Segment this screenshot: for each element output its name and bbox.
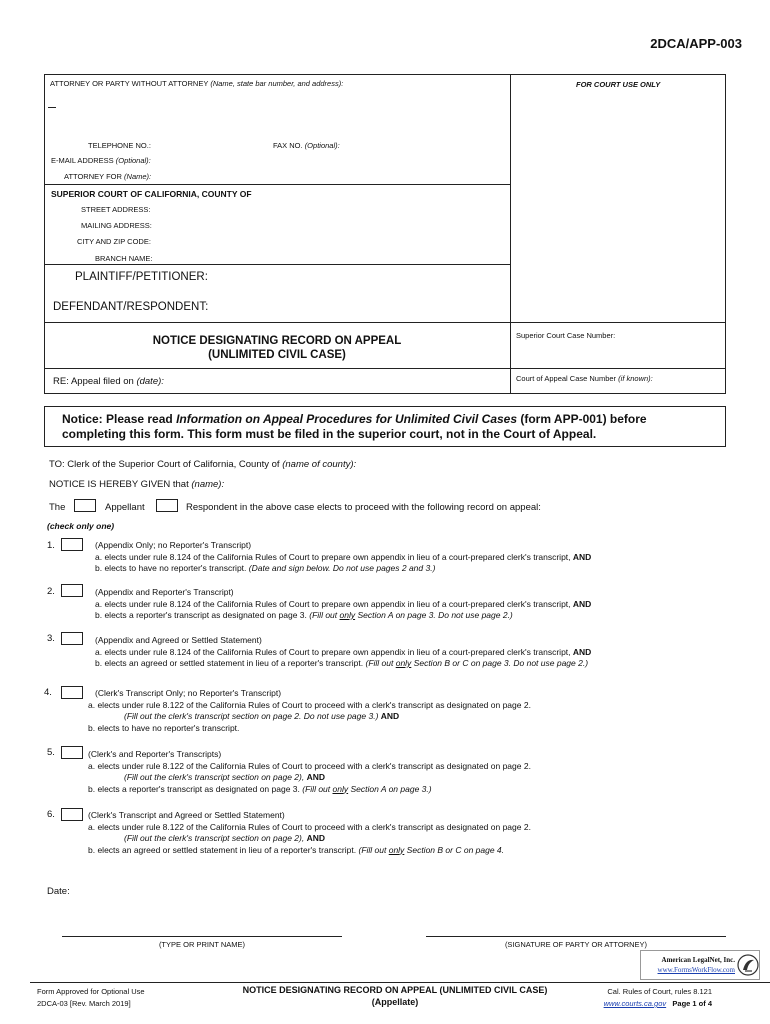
notice-line2: completing this form. This form must be filed in the superior court, not in the Court of Appeal. (62, 427, 597, 441)
footer-left (37, 986, 145, 1010)
date-label: Date: (47, 886, 70, 897)
option-1-num: 1. (47, 540, 55, 551)
courts-link[interactable]: www.courts.ca.gov (603, 999, 667, 1008)
check-only-one: (check only one) (47, 521, 115, 531)
option-2-a: a. elects under rule 8.124 of the California Rules of Court to prepare own appendix in lieu of a court-prepared clerk's transcript, AND (95, 598, 592, 609)
option-2-title: (Appendix and Reporter's Transcript) (95, 587, 234, 597)
option-6-title: (Clerk's Transcript and Agreed or Settled Statement) (88, 810, 285, 820)
respondent-checkbox[interactable] (156, 499, 178, 512)
fax-label: FAX NO. (Optional): (273, 141, 340, 150)
footer-rules: Cal. Rules of Court, rules 8.121 (607, 987, 712, 996)
legalnet-link[interactable]: www.FormsWorkFlow.com (657, 966, 735, 974)
form-id: 2DCA/APP-003 (650, 36, 742, 51)
form-title-line1: NOTICE DESIGNATING RECORD ON APPEAL (152, 335, 402, 347)
attorney-for-label: ATTORNEY FOR (Name): (64, 172, 152, 181)
the-label: The (49, 502, 66, 513)
appeal-case-label: Court of Appeal Case Number (if known): (516, 374, 653, 383)
option-6-num: 6. (47, 809, 55, 820)
hereby-given: NOTICE IS HEREBY GIVEN that (name): (49, 479, 225, 490)
option-4-num: 4. (44, 687, 52, 698)
rule-parties (44, 264, 510, 265)
option-5-checkbox[interactable] (61, 746, 83, 759)
option-4-title: (Clerk's Transcript Only; no Reporter's Transcript) (95, 688, 282, 698)
option-4-a2: (Fill out the clerk's transcript section on page 2. Do not use page 3.) AND (124, 711, 400, 721)
option-6-a2: (Fill out the clerk's transcript section on page 2), AND (124, 833, 325, 843)
street-label: STREET ADDRESS: (81, 205, 151, 214)
footer-title-line2: (Appellate) (371, 997, 419, 1007)
option-2 (95, 587, 591, 622)
option-4-a: a. elects under rule 8.122 of the California Rules of Court to proceed with a clerk's transcript as designated on page 2. (88, 699, 531, 710)
option-5-title: (Clerk's and Reporter's Transcripts) (88, 749, 222, 759)
court-title: SUPERIOR COURT OF CALIFORNIA, COUNTY OF (51, 189, 252, 199)
option-5-a2: (Fill out the clerk's transcript section on page 2), AND (124, 772, 325, 782)
attorney-input-dash (48, 107, 56, 108)
option-4-b: b. elects to have no reporter's transcript. (88, 722, 240, 733)
superior-case-label: Superior Court Case Number: (516, 331, 616, 340)
option-4-checkbox[interactable] (61, 686, 83, 699)
legalnet-name: American LegalNet, Inc. (661, 956, 735, 964)
option-3 (95, 635, 591, 670)
option-3-b: b. elects an agreed or settled statement in lieu of a reporter's transcript. (Fill out only Section B or C on page 3. Do not use page 2.) (95, 658, 589, 668)
legalnet-logo-icon (737, 953, 759, 982)
option-2-checkbox[interactable] (61, 584, 83, 597)
option-5-num: 5. (47, 747, 55, 758)
option-5 (88, 749, 531, 795)
option-2-num: 2. (47, 586, 55, 597)
footer-right (594, 986, 712, 1010)
defendant-label: DEFENDANT/RESPONDENT: (53, 301, 209, 313)
type-name-caption: (TYPE OR PRINT NAME) (158, 940, 246, 949)
option-3-checkbox[interactable] (61, 632, 83, 645)
rule-title (44, 322, 726, 323)
option-1-checkbox[interactable] (61, 538, 83, 551)
option-6 (88, 810, 531, 856)
attorney-label: ATTORNEY OR PARTY WITHOUT ATTORNEY (Name, state bar number, and address): (50, 79, 344, 88)
option-6-checkbox[interactable] (61, 808, 83, 821)
option-4 (88, 688, 531, 734)
footer-rev: 2DCA-03 [Rev. March 2019] (37, 999, 131, 1008)
footer-approved: Form Approved for Optional Use (37, 987, 145, 996)
option-3-num: 3. (47, 633, 55, 644)
option-6-b: b. elects an agreed or settled statement in lieu of a reporter's transcript. (Fill out only Section B or C on page 4. (88, 844, 505, 855)
option-5-b: b. elects a reporter's transcript as designated on page 3. (Fill out only Section A on page 3.) (88, 783, 432, 794)
name-line (62, 936, 342, 937)
legalnet-text (643, 955, 735, 975)
option-1-b: b. elects to have no reporter's transcript. (Date and sign below. Do not use pages 2 and 3.) (95, 563, 436, 573)
option-1 (95, 540, 591, 575)
branch-label: BRANCH NAME: (95, 254, 153, 263)
page-number: Page 1 of 4 (672, 999, 712, 1008)
option-3-a: a. elects under rule 8.124 of the California Rules of Court to prepare own appendix in lieu of a court-prepared clerk's transcript, AND (95, 646, 592, 657)
mailing-label: MAILING ADDRESS: (81, 221, 152, 230)
option-1-title: (Appendix Only; no Reporter's Transcript) (95, 540, 252, 550)
signature-caption: (SIGNATURE OF PARTY OR ATTORNEY) (504, 940, 648, 949)
form-title (44, 334, 510, 362)
footer-title-line1: NOTICE DESIGNATING RECORD ON APPEAL (UNLIMITED CIVIL CASE) (242, 985, 548, 995)
court-use-divider (510, 74, 511, 394)
court-use-label: FOR COURT USE ONLY (576, 80, 661, 89)
form-title-line2: (UNLIMITED CIVIL CASE) (208, 349, 346, 361)
plaintiff-label: PLAINTIFF/PETITIONER: (75, 271, 208, 283)
respondent-text: Respondent in the above case elects to proceed with the following record on appeal: (186, 502, 541, 513)
signature-line (426, 936, 726, 937)
telephone-label: TELEPHONE NO.: (88, 141, 151, 150)
notice-text (62, 412, 647, 442)
appellant-label: Appellant (105, 502, 145, 513)
rule-re-appeal (44, 368, 726, 369)
notice-line1: Notice: Please read Information on Appeal Procedures for Unlimited Civil Cases (form APP-001) before (62, 412, 647, 426)
re-appeal-label: RE: Appeal filed on (date): (53, 376, 164, 387)
option-1-a: a. elects under rule 8.124 of the California Rules of Court to prepare own appendix in lieu of a court-prepared clerk's transcript, AND (95, 551, 592, 562)
city-label: CITY AND ZIP CODE: (77, 237, 151, 246)
footer-url-page (594, 998, 712, 1010)
option-3-title: (Appendix and Agreed or Settled Statement) (95, 635, 262, 645)
email-label: E-MAIL ADDRESS (Optional): (51, 156, 151, 165)
to-clerk: TO: Clerk of the Superior Court of California, County of (name of county): (49, 459, 357, 470)
option-2-b: b. elects a reporter's transcript as designated on page 3. (Fill out only Section A on page 3. Do not use page 2.) (95, 610, 513, 620)
footer-title (180, 984, 610, 1008)
footer-rule (30, 982, 770, 983)
option-5-a: a. elects under rule 8.122 of the California Rules of Court to proceed with a clerk's transcript as designated on page 2. (88, 760, 531, 771)
option-6-a: a. elects under rule 8.122 of the California Rules of Court to proceed with a clerk's transcript as designated on page 2. (88, 821, 531, 832)
rule-court (44, 184, 510, 185)
appellant-checkbox[interactable] (74, 499, 96, 512)
